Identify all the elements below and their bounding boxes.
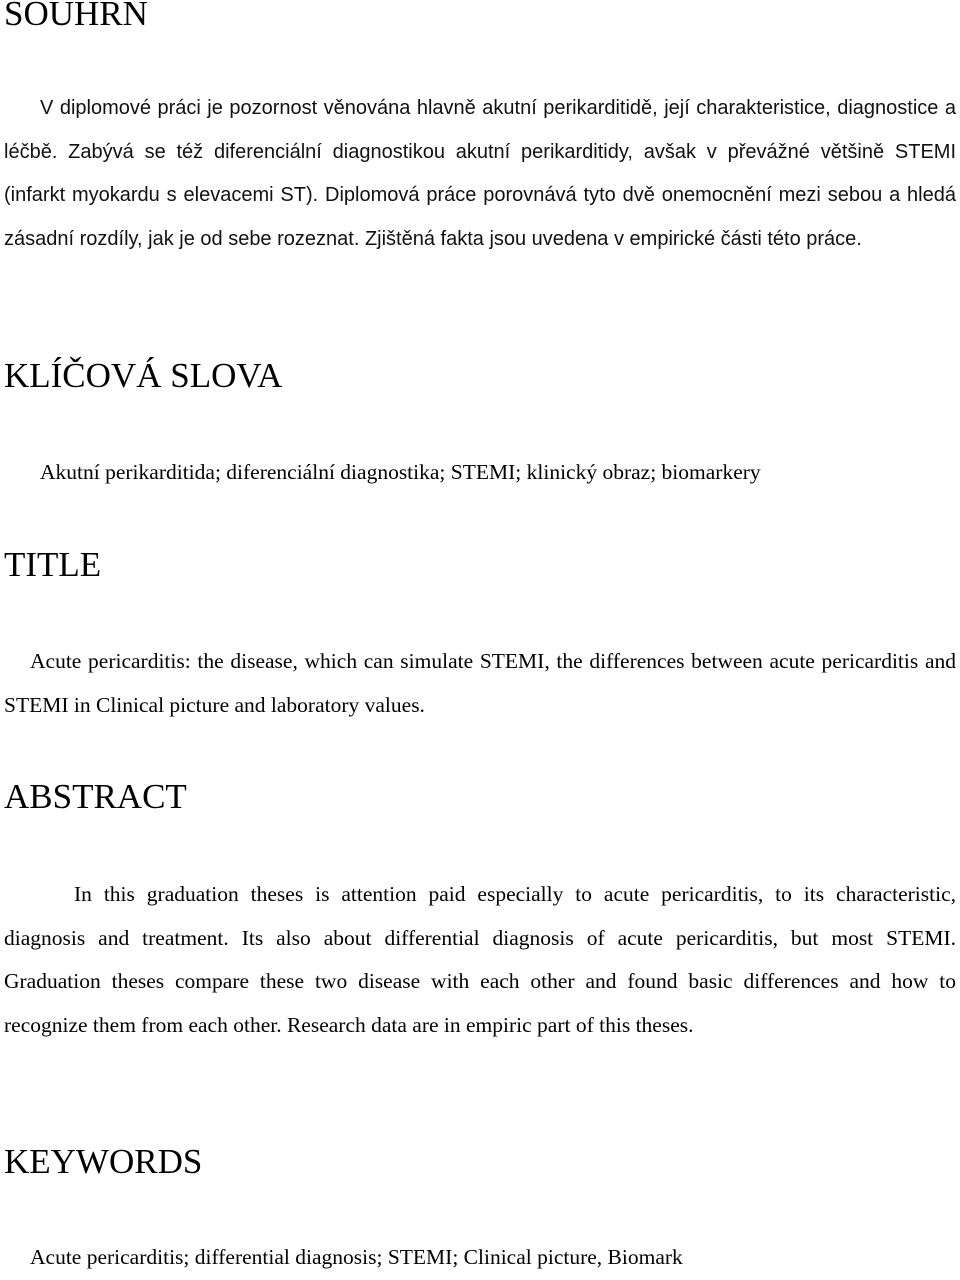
klicova-slova-heading: KLÍČOVÁ SLOVA: [4, 356, 283, 395]
abstract-paragraph: In this graduation theses is attention paid especially to acute pericarditis, to its characteristic, diagnosis and treatment. Its also about differential diagnosis of acute pericarditis, but most STEMI. Graduation theses compare these two disease with each other and found basic differences and how to recognize them from each other. Research data are in empiric part of this theses.: [4, 882, 956, 1037]
klicova-slova-paragraph: Akutní perikarditida; diferenciální diagnostika; STEMI; klinický obraz; biomarkery: [40, 460, 761, 484]
title-paragraph: Acute pericarditis: the disease, which can simulate STEMI, the differences between acute pericarditis and STEMI in Clinical picture and laboratory values.: [4, 649, 956, 717]
abstract-heading: ABSTRACT: [4, 777, 187, 816]
souhrn-paragraph: V diplomové práci je pozornost věnována hlavně akutní perikarditidě, její charakteristice, diagnostice a léčbě. Zabývá se též diferenciální diagnostikou akutní perikarditidy, avšak v převážné většině STEMI (infarkt myokardu s elevacemi ST). Diplomová práce porovnává tyto dvě onemocnění mezi sebou a hledá zásadní rozdíly, jak je od sebe rozeznat. Zjištěná fakta jsou uvedena v empirické části této práce.: [4, 97, 956, 250]
keywords-heading: KEYWORDS: [4, 1142, 203, 1181]
title-heading: TITLE: [4, 545, 102, 584]
keywords-paragraph: Acute pericarditis; differential diagnosis; STEMI; Clinical picture, Biomark: [30, 1245, 683, 1269]
souhrn-heading: SOUHRN: [4, 0, 148, 33]
